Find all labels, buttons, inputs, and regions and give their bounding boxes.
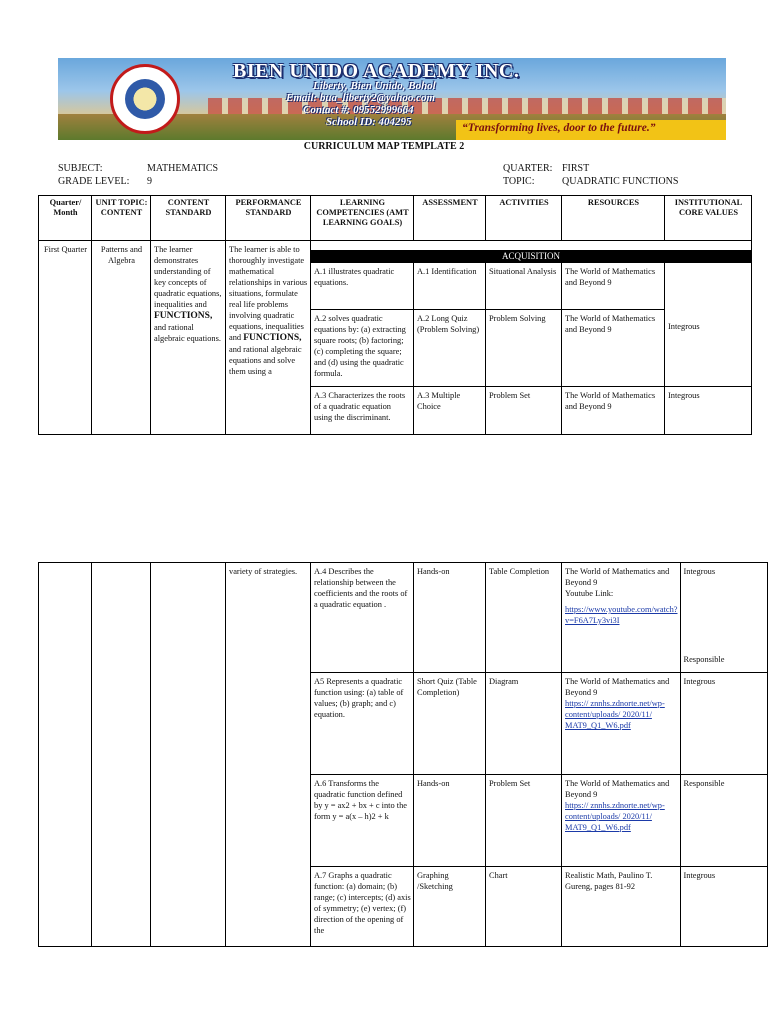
content-standard-cell xyxy=(151,241,226,435)
resource-text: The World of Mathematics and Beyond 9 xyxy=(565,677,670,697)
grade-label: GRADE LEVEL: xyxy=(58,176,130,187)
table-row xyxy=(39,563,768,673)
competency-cell: A.4 Describes the relationship between the coefficients and the roots of a quadratic equation . xyxy=(311,563,414,673)
assessment-cell: A.1 Identification xyxy=(414,263,486,310)
assessment-cell: A.3 Multiple Choice xyxy=(414,387,486,435)
core-value-cell xyxy=(680,563,767,673)
col-learning-competencies: LEARNING COMPETENCIES (AMT LEARNING GOALS) xyxy=(311,196,414,241)
unit-cell xyxy=(92,563,151,947)
resource-cell: Realistic Math, Paulino T. Gureng, pages 81-92 xyxy=(562,867,681,947)
school-motto-ribbon xyxy=(456,120,726,140)
quarter-label: QUARTER: xyxy=(503,163,553,174)
core-value-text-2: Responsible xyxy=(683,655,725,664)
header-row xyxy=(39,196,752,241)
content-standard-text-b: FUNCTIONS, xyxy=(154,311,213,321)
col-core-values: INSTITUTIONAL CORE VALUES xyxy=(665,196,752,241)
resource-cell: The World of Mathematics and Beyond 9 xyxy=(562,387,665,435)
performance-standard-text-c: and rational algebraic equations and solve them using a xyxy=(229,345,302,376)
competency-cell: A.7 Graphs a quadratic function: (a) domain; (b) range; (c) intercepts; (d) axis of symmetry; (e) vertex; (f) direction of the opening of the xyxy=(311,867,414,947)
performance-standard-text-a: The learner is able to thoroughly investigate mathematical relationships in various situations, formulate real life problems involving quadratic equations, inequalities and xyxy=(229,245,308,342)
competency-cell: A.1 illustrates quadratic equations. xyxy=(311,263,414,310)
acquisition-band: ACQUISITION xyxy=(311,251,751,262)
resource-cell: The World of Mathematics and Beyond 9 xyxy=(562,310,665,387)
competency-cell: A.2 solves quadratic equations by: (a) extracting square roots; (b) factoring; (c) completing the square; and (d) using the quadratic formula. xyxy=(311,310,414,387)
performance-standard-cell: variety of strategies. xyxy=(226,563,311,947)
col-resources: RESOURCES xyxy=(562,196,665,241)
resource-link[interactable]: https:// znnhs.zdnorte.net/wp-content/uploads/ 2020/11/ MAT9_Q1_W6.pdf xyxy=(565,699,665,730)
activity-cell: Problem Solving xyxy=(486,310,562,387)
content-standard-text-a: The learner demonstrates understanding of key concepts of quadratic equations, inequalities and xyxy=(154,245,222,309)
competency-cell: A5 Represents a quadratic function using: (a) table of values; (b) graph; and c) equation. xyxy=(311,673,414,775)
table-row xyxy=(39,241,752,263)
core-value-cell: Responsible xyxy=(680,775,767,867)
assessment-cell: Graphing /Sketching xyxy=(414,867,486,947)
subject-value: MATHEMATICS xyxy=(147,163,219,174)
assessment-cell: A.2 Long Quiz (Problem Solving) xyxy=(414,310,486,387)
subject-label: SUBJECT: xyxy=(58,163,103,174)
resource-cell: The World of Mathematics and Beyond 9 xyxy=(562,263,665,310)
resource-text: The World of Mathematics and Beyond 9 xyxy=(565,567,670,587)
col-quarter-month: Quarter/ Month xyxy=(39,196,92,241)
activity-cell: Problem Set xyxy=(486,775,562,867)
school-address: Liberty, Bien Unido, Bohol xyxy=(313,80,436,92)
resource-text: The World of Mathematics and Beyond 9 xyxy=(565,779,670,799)
school-banner xyxy=(58,58,726,140)
resource-cell xyxy=(562,563,681,673)
topic-label: TOPIC: xyxy=(503,176,535,187)
resource-cell xyxy=(562,673,681,775)
activity-cell: Problem Set xyxy=(486,387,562,435)
assessment-cell: Short Quiz (Table Completion) xyxy=(414,673,486,775)
performance-standard-text-b: FUNCTIONS, xyxy=(243,333,302,343)
col-content-standard: CONTENT STANDARD xyxy=(151,196,226,241)
resource-link[interactable]: https:// znnhs.zdnorte.net/wp-content/uploads/ 2020/11/ MAT9_Q1_W6.pdf xyxy=(565,801,665,832)
grade-value: 9 xyxy=(147,176,152,187)
curriculum-table-page1 xyxy=(38,195,752,435)
assessment-cell: Hands-on xyxy=(414,563,486,673)
quarter-cell: First Quarter xyxy=(39,241,92,435)
performance-standard-cell xyxy=(226,241,311,435)
competency-cell: A.6 Transforms the quadratic function defined by y = ax2 + bx + c into the form y = a(x – h)2 + k xyxy=(311,775,414,867)
core-value-cell: Integrous xyxy=(680,673,767,775)
content-standard-text-c: and rational algebraic equations. xyxy=(154,323,221,343)
col-performance-standard: PERFORMANCE STANDARD xyxy=(226,196,311,241)
school-id: School ID: 404295 xyxy=(326,116,412,128)
content-standard-cell xyxy=(151,563,226,947)
col-activities: ACTIVITIES xyxy=(486,196,562,241)
competency-cell: A.3 Characterizes the roots of a quadratic equation using the discriminant. xyxy=(311,387,414,435)
quarter-value: FIRST xyxy=(562,163,590,174)
activity-cell: Situational Analysis xyxy=(486,263,562,310)
core-value-cell: Integrous xyxy=(665,387,752,435)
col-unit-topic: UNIT TOPIC: CONTENT xyxy=(92,196,151,241)
resource-link[interactable]: https://www.youtube.com/watch?v=F6A7Ly3vi3I xyxy=(565,605,678,625)
activity-cell: Chart xyxy=(486,867,562,947)
core-value-cell: Integrous xyxy=(680,867,767,947)
school-seal-logo xyxy=(110,64,180,134)
col-assessment: ASSESSMENT xyxy=(414,196,486,241)
school-contact: Contact #: 09552999664 xyxy=(303,104,414,116)
core-value-text: Integrous xyxy=(683,567,716,576)
acquisition-cell xyxy=(311,241,752,263)
topic-value: QUADRATIC FUNCTIONS xyxy=(562,176,679,187)
school-email: Email: bua_liberty2@yahoo.com xyxy=(286,92,436,104)
activity-cell: Diagram xyxy=(486,673,562,775)
resource-extra: Youtube Link: xyxy=(565,589,614,598)
activity-cell: Table Completion xyxy=(486,563,562,673)
core-value-cell: Integrous xyxy=(665,263,752,387)
unit-cell: Patterns and Algebra xyxy=(92,241,151,435)
document-title: CURRICULUM MAP TEMPLATE 2 xyxy=(303,141,465,152)
curriculum-table-page2 xyxy=(38,562,768,947)
quarter-cell xyxy=(39,563,92,947)
school-name: BIEN UNIDO ACADEMY INC. xyxy=(233,60,520,82)
assessment-cell: Hands-on xyxy=(414,775,486,867)
school-motto: “Transforming lives, door to the future.” xyxy=(462,122,656,134)
resource-cell xyxy=(562,775,681,867)
